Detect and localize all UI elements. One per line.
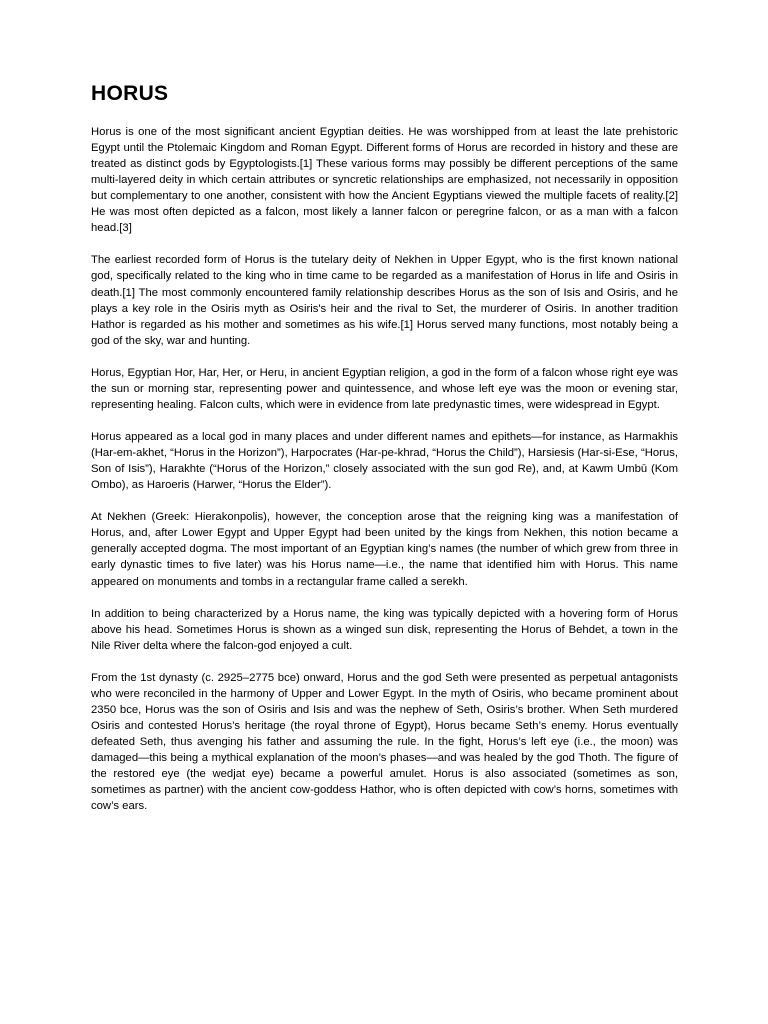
paragraph-first-dynasty: From the 1st dynasty (c. 2925–2775 bce) onward, Horus and the god Seth were presented as perpetual antagonists who were reconciled in the harmony of Upper and Lower Egypt. In the myth of Osiris, who became prominent about 2350 bce, Horus was the son of Osiris and Isis and was the nephew of Seth, Osiris’s brother. When Seth murdered Osiris and contested Horus’s heritage (the royal throne of Egypt), Horus became Seth’s enemy. Horus eventually defeated Seth, thus avenging his father and assuming the rule. In the fight, Horus’s left eye (i.e., the moon) was damaged—this being a mythical explanation of the moon’s phases—and was healed by the god Thoth. The figure of the restored eye (the wedjat eye) became a powerful amulet. Horus is also associated (sometimes as son, sometimes as partner) with the ancient cow-goddess Hathor, who is often depicted with cow’s horns, sometimes with cow’s ears. <box>91 671 678 813</box>
document-title: HORUS <box>91 82 169 105</box>
paragraph-nekhen: At Nekhen (Greek: Hierakonpolis), however, the conception arose that the reigning king was a manifestation of Horus, and, after Lower Egypt and Upper Egypt had been united by the kings from Nekhen, this notion became a generally accepted dogma. The most important of an Egyptian king’s names (the number of which grew from three in early dynastic times to five later) was his Horus name—i.e., the name that identified him with Horus. This name appeared on monuments and tombs in a rectangular frame called a serekh. <box>91 511 678 588</box>
paragraph-earliest-form: The earliest recorded form of Horus is the tutelary deity of Nekhen in Upper Egypt, who is the first known national god, specifically related to the king who in time came to be regarded as a manifestation of Horus in life and Osiris in death.[1] The most commonly encountered family relationship describes Horus as the son of Isis and Osiris, and he plays a key role in the Osiris myth as Osiris's heir and the rival to Set, the murderer of Osiris. In another tradition Hathor is regarded as his mother and sometimes as his wife.[1] Horus served many functions, most notably being a god of the sky, war and hunting. <box>91 254 678 347</box>
paragraph-egyptian-names: Horus, Egyptian Hor, Har, Her, or Heru, in ancient Egyptian religion, a god in the form of a falcon whose right eye was the sun or morning star, representing power and quintessence, and whose left eye was the moon or evening star, representing healing. Falcon cults, which were in evidence from late predynastic times, were widespread in Egypt. <box>91 366 678 411</box>
paragraph-local-god: Horus appeared as a local god in many places and under different names and epithets—for instance, as Harmakhis (Har-em-akhet, “Horus in the Horizon”), Harpocrates (Har-pe-khrad, “Horus the Child”), Harsiesis (Har-si-Ese, “Horus, Son of Isis”), Harakhte (“Horus of the Horizon,” closely associated with the sun god Re), and, at Kawm Umbū (Kom Ombo), as Haroeris (Harwer, “Horus the Elder”). <box>91 431 678 492</box>
paragraph-horus-name: In addition to being characterized by a Horus name, the king was typically depicted with a hovering form of Horus above his head. Sometimes Horus is shown as a winged sun disk, representing the Horus of Behdet, a town in the Nile River delta where the falcon-god enjoyed a cult. <box>91 607 678 652</box>
paragraph-intro: Horus is one of the most significant ancient Egyptian deities. He was worshipped from at least the late prehistoric Egypt until the Ptolemaic Kingdom and Roman Egypt. Different forms of Horus are recorded in history and these are treated as distinct gods by Egyptologists.[1] These various forms may possibly be different perceptions of the same multi-layered deity in which certain attributes or syncretic relationships are emphasized, not necessarily in opposition but complementary to one another, consistent with how the Ancient Egyptians viewed the multiple facets of reality.[2] He was most often depicted as a falcon, most likely a lanner falcon or peregrine falcon, or as a man with a falcon head.[3] <box>91 126 678 235</box>
document-page <box>91 80 678 830</box>
